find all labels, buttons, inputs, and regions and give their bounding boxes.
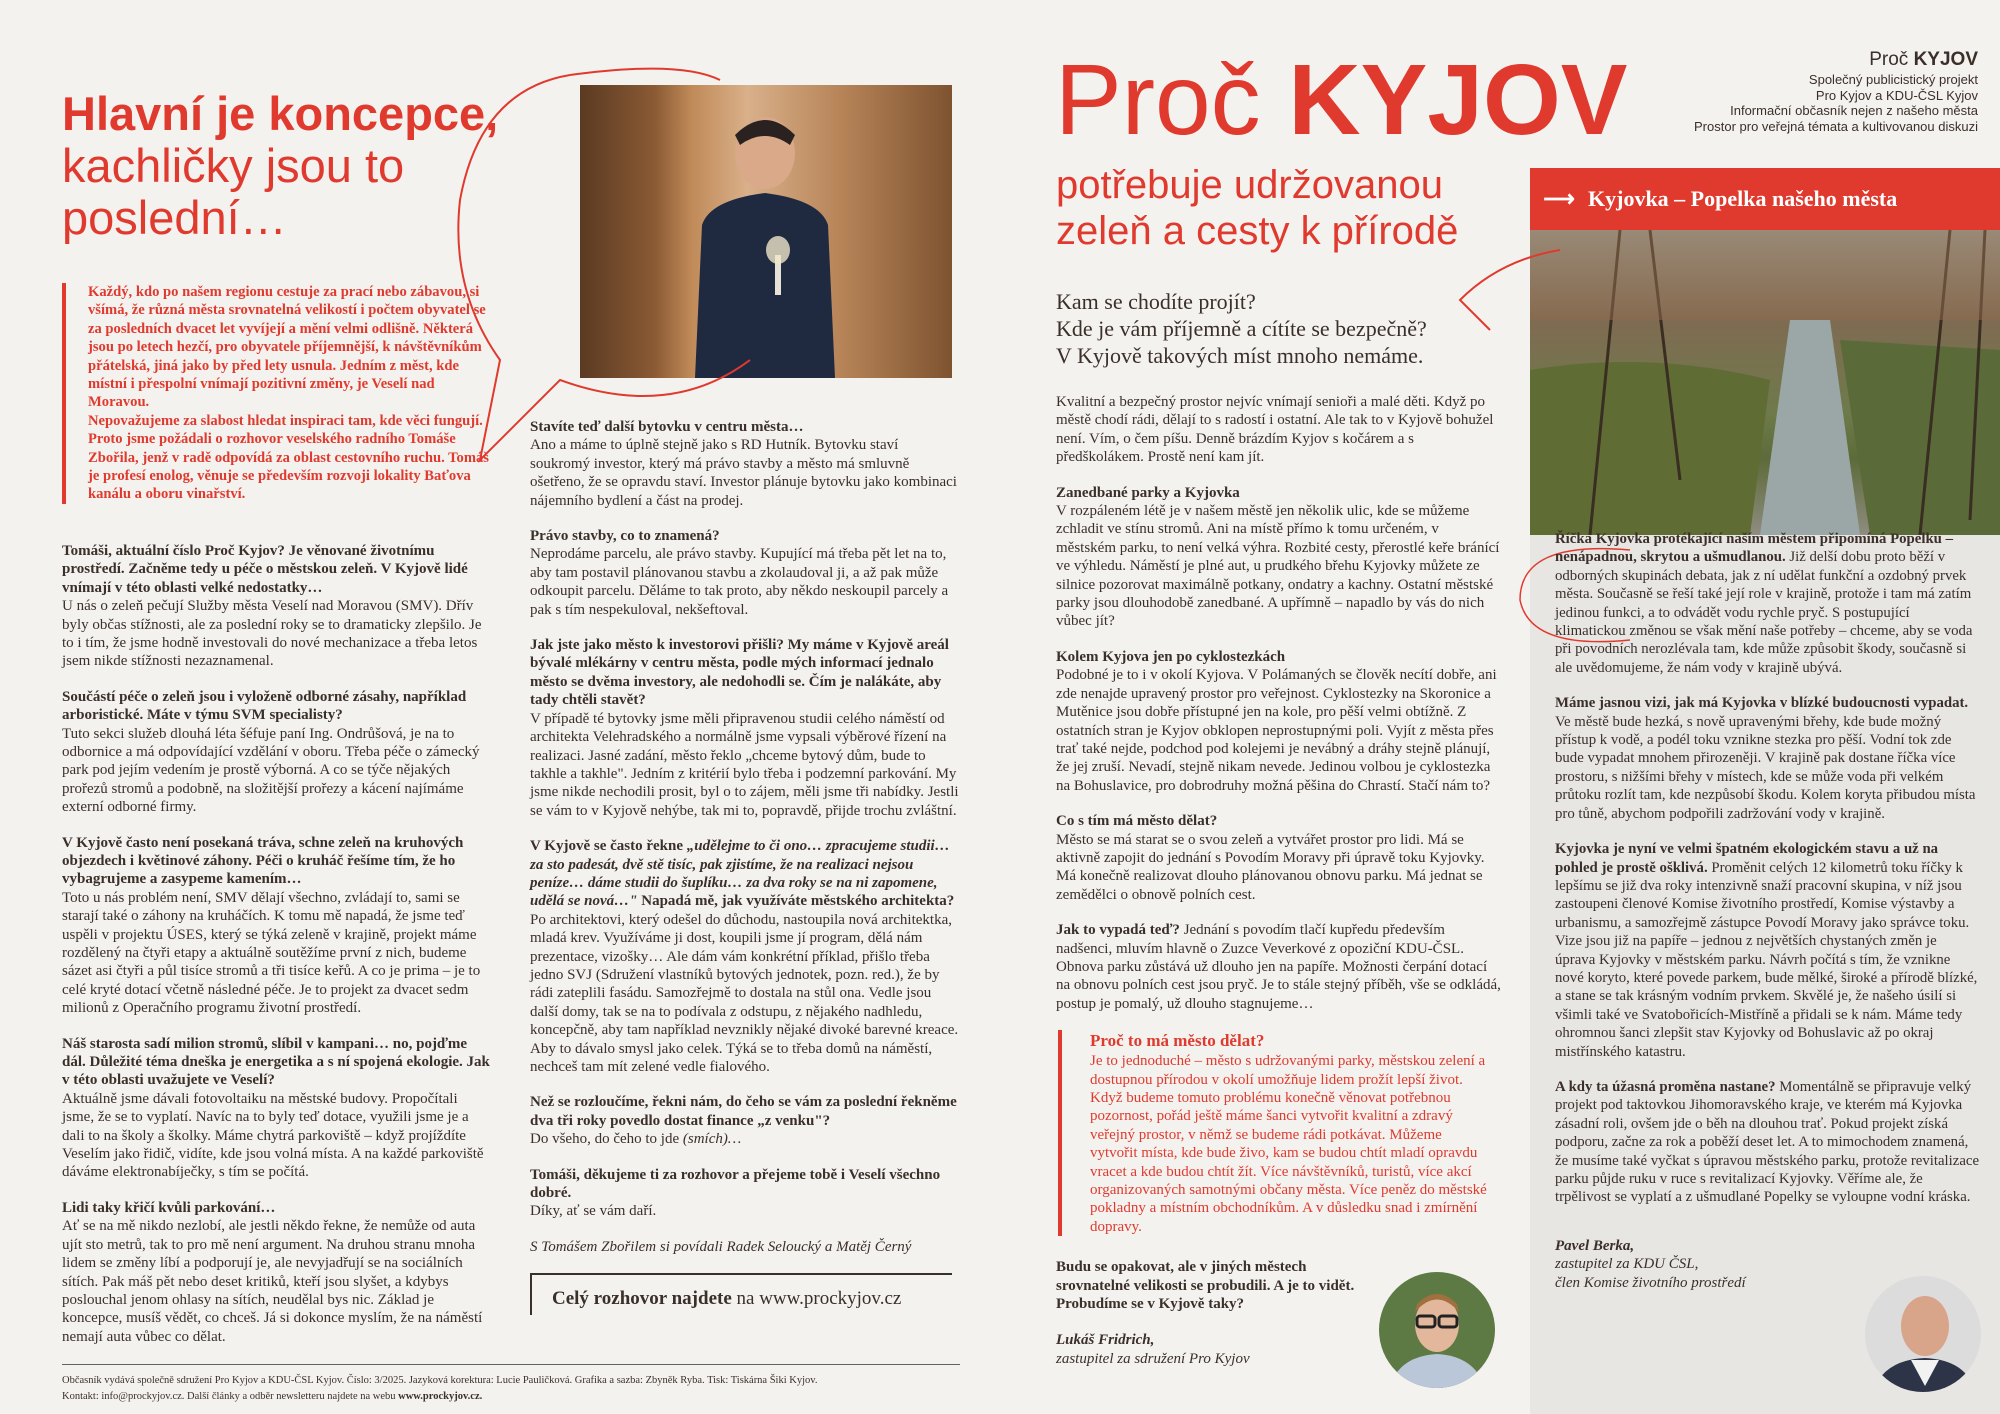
quote-text: Je to jednoduché – město s udržovanými parky, městskou zelení a dostupnou přírodou v okolí umožňuje lidem prožít lepší život. Když budeme tomuto problému konečně věnovat potřebnou pozornost, pořád ještě máme šanci vytvořit kvalitní a zdravý veřejný prostor, v němž se budeme rádi potkávat. Můžeme vytvořit místa, kde bude živo, kam se budou chtít mladí opravdu vracet a kde budou chtít žít. Více návštěvníků, turistů, více akcí organizovaných samotnými občany města. Více peněz do městské pokladny a místním obchodníkům. A v důsledku snad i zmírnění dopravy. — [1090, 1053, 1487, 1235]
brand-line: Informační občasník nejen z našeho města — [1730, 103, 1978, 118]
qa-item — [530, 527, 960, 619]
article-lead — [1056, 288, 1501, 369]
question: Stavíte teď další bytovku v centru města… — [530, 419, 804, 435]
answer: Neprodáme parcelu, ale právo stavby. Kupující má třeba pět let na to, aby tam postavil plánovanou stavbu a zkolaudoval ji, a až pak může odkoupit parcelu. Děláme to tak proto, aby někdo neskoupil parcely a pak s tím nespekuloval, nekšeftoval. — [530, 546, 949, 618]
paragraph-lead: A kdy ta úžasná proměna nastane? — [1555, 1078, 1776, 1095]
author-name: Pavel Berka, — [1555, 1237, 1635, 1254]
masthead-title — [1055, 40, 1627, 160]
paragraph: Kvalitní a bezpečný prostor nejvíc vnímají senioři a malé děti. Když po městě chodí rádi, dělají to s radostí i ostatní. Ale tak to v Kyjově bohužel není. Vím, o čem píšu. Denně brázdím Kyjov s kočárem a s předškolákem. Prostě není kam jít. — [1056, 394, 1494, 466]
section — [1056, 648, 1501, 795]
headline-rest: kachličky jsou to poslední… — [62, 139, 405, 244]
qa-item — [530, 418, 960, 510]
lead-line: Kde je vám příjemně a cítíte se bezpečně? — [1056, 316, 1427, 341]
brand-block — [1694, 48, 1978, 134]
paragraph-lead: Máme jasnou vizi, jak má Kyjovka v blízké budoucnosti vypadat. — [1555, 695, 1969, 712]
brand-line: Pro Kyjov a KDU-ČSL Kyjov — [1815, 87, 1978, 103]
river-article-body — [1555, 530, 1980, 1207]
highlight-quote-box — [1058, 1030, 1490, 1236]
banner-title: Kyjovka – Popelka našeho města — [1588, 186, 1898, 211]
headline-bold: Hlavní je koncepce, — [62, 87, 499, 140]
answer: Díky, ať se vám daří. — [530, 1203, 657, 1220]
paragraph — [1056, 921, 1501, 1013]
green-article-body — [1056, 393, 1501, 1013]
author-signature — [1555, 1237, 1845, 1292]
closing-statement: Budu se opakovat, ale v jiných městech srovnatelné velikosti se probudili. A je to vidět. Probudíme se v Kyjově taky? — [1056, 1259, 1355, 1313]
full-interview-link[interactable] — [530, 1273, 952, 1315]
paragraph-text: Ve městě bude hezká, s nově upravenými břehy, kde bude možný přístup k vodě, a podél toku vznikne stezka pro pěší. Vodní tok zde bude vypadat mnohem přirozeněji. V krajině pak dostane říčka více prostoru, s nižšími břehy v místech, kde se může voda při velkém průtoku rozlít tam, kde nezpůsobí škodu. Kolem koryta přibudou místa pro tůně, abychom podpořili zadržování vody v krajině. — [1555, 713, 1976, 822]
paragraph — [1555, 694, 1980, 823]
author-role: zastupitel za sdružení Pro Kyjov — [1056, 1350, 1250, 1367]
qa-item — [530, 837, 960, 1076]
paragraph-lead: Říčka Kyjovka protékající naším městem připomíná Popelku – nenápadnou, skrytou a ušmudlanou. — [1555, 531, 1954, 566]
river-article — [1555, 530, 1980, 1292]
interview-column-2-wrapper — [530, 283, 960, 1315]
question: V Kyjově se často řekne — [530, 838, 687, 855]
qa-item — [62, 688, 492, 817]
question: Jak jste jako město k investorovi přišli? My máme v Kyjově areál bývalé mlékárny v centru města, podle mých informací jednalo město se dvěma investory, ale nedohodli se. Čím je nalákáte, aby tady chtěli stavět? — [530, 637, 949, 709]
quote-heading: Proč to má město dělat? — [1090, 1031, 1265, 1051]
question: Právo stavby, co to znamená? — [530, 528, 720, 545]
qa-item — [530, 636, 960, 820]
masthead-subtitle: potřebuje udržovanou zeleň a cesty k přírodě — [1056, 163, 1459, 253]
answer-note: (smích)… — [682, 1131, 742, 1148]
section — [1056, 484, 1501, 631]
qa-item — [62, 542, 492, 671]
arrow-right-icon: ⟶ — [1543, 186, 1575, 211]
paragraph-text: Momentálně se připravuje velký projekt pod taktovkou Jihomoravského kraje, ve kterém má Kyjovka zásadní roli, ovšem jde o běh na dlouhou trať. Pokud projekt získá podporu, začne za rok a poběží deset let. A to mimochodem znamená, že musíme také vyčkat s úpravou městského parku, protože revitalizace parku půjde ruku v ruce s revitalizací Kyjovky. Věříme ale, že trpělivost se vyplatí a z ušmudlané Popelky se vyloupne vodní kráska. — [1555, 1078, 1980, 1206]
inline-lead: Jak to vypadá teď? — [1056, 922, 1180, 939]
answer: Po architektovi, který odešel do důchodu, nastoupila nová architektka, mladá krev. Využíváme ji dost, koupili jsme jí program, dělá nám prezentace, vizošky… Ale dám vám konkrétní příklad, přišlo třeba jedno SVJ (Sdružení vlastníků bytových jednotek, pozn. red.), že by rádi zateplili fasádu. Samozřejmě to dostala na stůl ona. Vedle jsou další domy, tak se na to podívala z odstupu, z nějakého nadhledu, koncepčně, aby tam například nevznikly nějaké divoké barevné kreace. Aby to dávalo smysl jako celek. Týká se to třeba domů na náměstí, nechceš tam mít zelené vedle fialového. — [530, 911, 959, 1075]
imprint-line: Občasník vydává společně sdružení Pro Kyjov a KDU-ČSL Kyjov. Číslo: 3/2025. Jazyková korektura: Lucie Pauličková. Grafika a sazba: Zbyněk Ryba. Tisk: Tiskárna Šiki Kyjov. — [62, 1375, 818, 1387]
section-heading: Zanedbané parky a Kyjovka — [1056, 484, 1240, 501]
interview-column-1 — [62, 542, 492, 1346]
masthead-bold: KYJOV — [1288, 44, 1628, 156]
brand-line: Prostor pro veřejná témata a kultivovanou diskuzi — [1694, 118, 1978, 134]
masthead-light: Proč — [1055, 44, 1261, 156]
author-name: Lukáš Fridrich, — [1056, 1332, 1155, 1349]
qa-item — [62, 834, 492, 1018]
avatar — [1379, 1272, 1495, 1388]
answer: Do všeho, do čeho to jde — [530, 1131, 683, 1148]
paragraph-text: Již delší dobu proto běží v odborných skupinách debata, jak z ní udělat funkční a ozdobný prvek města. Současně se řeší také její role v krajině, protože i tam má zatím jedinou funkci, a to odvádět vodu rychle pryč. S postupující klimatickou změnou se však mění naše potřeby – chceme, aby se voda při povodních nerozlévala tam, kde může způsobit škody, současně si ale uvědomujeme, že nám vody v krajině ubývá. — [1555, 549, 1973, 676]
intro-paragraph: Každý, kdo po našem regionu cestuje za prací nebo zábavou, si všímá, že různá města srovnatelná velikostí i počtem obyvatel se za posledních dvacet let vyvíjejí a mění velmi odlišně. Některá jsou po letech hezčí, pro obyvatele příjemnější, k návštěvníkům přátelská, jiná jako by před lety usnula. Jedním z měst, kde místní i přespolní vnímají pozitivní změny, je Veselí nad Moravou. — [88, 284, 486, 411]
section-text: V rozpáleném létě je v našem městě jen několik ulic, kde se můžeme zchladit ve stínu stromů. Ani na místě přímo k tomu určeném, v městském parku, to není velká výhra. Rozbité cesty, přerostlé keře bránící ve výhledu. Náměstí je plné aut, u prudkého břehu Kyjovky můžete ze silnice pozorovat maximálně potkany, ondatry a kachny. Ostatní městské parky jsou dlouhodobě zanedbané. A upřímně – napadlo by vás do nich vůbec jít? — [1056, 503, 1500, 630]
author-portrait-image — [1379, 1272, 1495, 1388]
question: Než se rozloučíme, řekni nám, do čeho se vám za poslední řekněme dva tři roky povedlo dostat finance „z venku"? — [530, 1094, 957, 1129]
answer: Ať se na mě nikdo nezlobí, ale jestli někdo řekne, že nemůže od auta ujít sto metrů, tak to pro mě není argument. Na druhou stranu mnoha lidem se změny líbí a podporují je, ale nevyjadřují se na sociálních sítích. Pak máš pět nebo deset kritiků, kteří jsou slyšet, a kdybys poslouchal jenom ohlasy na sítích, neudělal bys nic. Základ je koncepce, musíš vědět, co chceš. Já si dokonce myslím, že na náměstí nemají auta vůbec co dělat. — [62, 1218, 483, 1345]
qa-item — [530, 1166, 960, 1221]
qa-item — [62, 1035, 492, 1182]
section — [1056, 812, 1501, 904]
link-url[interactable]: na www.prockyjov.cz — [736, 1288, 902, 1310]
interview-intro — [62, 283, 492, 504]
question: Napadá mě, jak využíváte městského architekta? — [637, 893, 955, 910]
avatar — [1865, 1276, 1981, 1392]
paragraph-lead: Kyjovka je nyní ve velmi špatném ekologickém stavu a už na pohled je prostě ošklivá. — [1555, 841, 1939, 876]
question-quote: „udělejme to či ono… zpracujeme studii… za sto padesát, dvě stě tisíc, pak zjistíme, že na realizaci nejsou peníze… dáme studii do šuplíku… za dva roky se na ni zapomene, udělá se nová…" — [530, 838, 950, 910]
qa-item — [530, 1093, 960, 1148]
section-heading: Co s tím má město dělat? — [1056, 813, 1218, 830]
answer: Toto u nás problém není, SMV dělají všechno, zvládají to, sami se starají také o záhony na kruháčích. K tomu mě napadá, že jsme teď uspěli v projektu ÚSES, který se týká zeleně v krajině, projekt máme rozdělený na čtyři etapy a aktuálně soutěžíme první z nich, budeme sázet asi čtyři a půl tisíce stromů a tři tisíce keřů. A co je prima – je to celé kryté dotací včetně následné péče. Je to projekt za dvacet sedm milionů z Operačního programu životní prostředí. — [62, 889, 481, 1017]
paragraph — [1555, 840, 1980, 1061]
contact-line — [62, 1389, 960, 1405]
interview-column-1-wrapper — [62, 283, 492, 1346]
link-label: Celý rozhovor najdete — [552, 1288, 732, 1310]
website-link[interactable]: www.prockyjov.cz. — [398, 1391, 483, 1403]
question: Tomáši, děkujeme ti za rozhovor a přejeme tobě i Veselí všechno dobré. — [530, 1166, 941, 1202]
brand-light: Proč — [1869, 49, 1909, 70]
river-article-banner — [1530, 168, 2000, 230]
green-article — [1056, 288, 1501, 1368]
question: Součástí péče o zeleň jsou i vyloženě odborné zásahy, například arboristické. Máte v týmu SVM specialisty? — [62, 688, 467, 724]
brand-line: Společný publicistický projekt — [1808, 72, 1978, 87]
contact-text: Kontakt: info@prockyjov.cz. Další články a odběr newsletteru najdete na webu — [62, 1391, 399, 1403]
interview-credit: S Tomášem Zbořilem si povídali Radek Seloucký a Matěj Černý — [530, 1238, 912, 1255]
qa-item — [62, 1199, 492, 1346]
author-role: zastupitel za KDU ČSL, — [1555, 1256, 1699, 1273]
author-portrait-image — [1865, 1276, 1981, 1392]
section-text: Město se má starat se o svou zeleň a vytvářet prostor pro lidi. Má se aktivně zapojit do jednání s Povodím Moravy při úpravě toku Kyjovky. Má konečně realizovat dlouho plánovanou obnovu parku. Má jednat se zemědělci o obnově polních cest. — [1056, 831, 1485, 903]
interview-column-2 — [530, 418, 960, 1256]
paragraph-text: Jednání s povodím tlačí kupředu především nadšenci, mluvím hlavně o Zuzce Veverkové z opoziční KDU-ČSL. Obnova parku zůstává už dlouho jen na papíře. Možnosti čerpání dotací na obnovu polních cest jsou pryč. Je to stále stejný příběh, vše se odkládá, postup je pomalý, už dlouho stagnujeme… — [1056, 922, 1501, 1012]
question: Náš starosta sadí milion stromů, slíbil v kampani… no, pojďme dál. Důležité téma dneška je energetika a s ní spojená ekologie. Jak v této oblasti uvažujete ve Veselí? — [62, 1035, 490, 1089]
answer: U nás o zeleň pečují Služby města Veselí nad Moravou (SMV). Dřív byly občas stížnosti, ale za poslední roky se to dramaticky zlepšilo. Je to i tím, že jsme hodně investovali do nové mechanizace a třeba letos jsem nikde stížnosti nezaznamenal. — [62, 598, 482, 670]
interview-page — [62, 283, 960, 1405]
question: V Kyjově často není posekaná tráva, schne zeleň na kruhových objezdech i květinové záhony. Péči o kruháč řešíme tím, že ho vybagrujeme a zasypeme kamením… — [62, 834, 464, 888]
intro-paragraph: Nepovažujeme za slabost hledat inspiraci tam, kde věci fungují. Proto jsme požádali o rozhovor veselského radního Tomáše Zbořila, jenž v radě odpovídá za oblast cestovního ruchu. Tomáš je profesí enolog, věnuje se především rozvoji lokality Baťova kanálu a oboru vinařství. — [88, 412, 489, 503]
answer: Tuto sekci služeb dlouhá léta šéfuje paní Ing. Ondrůšová, je na to odbornice a má odpovídající vzdělání v oboru. Třeba péče o zámecký park pod jejím vedením je prostě výborná. A co se týče nějakých prořezů stromů a podobně, na složitější prořezy a kácení najímáme externí odborné firmy. — [62, 725, 480, 816]
answer: V případě té bytovky jsme měli připravenou studii celého náměstí od architekta Velehradského a normálně jsme vypsali výběrové řízení na realizaci. Jasné zadání, město řeklo „chceme bytový dům, bude to takhle a takhle". Jedním z kritérií bylo třeba i podzemní parkování. My jsme nikde nechodili prosit, byl o to zájem, měli jsme tři nabídky. Jestli se vám to v Kyjově nehýbe, tak mi to, popravdě, přijde trochu zvláštní. — [530, 710, 959, 819]
author-role: člen Komise životního prostředí — [1555, 1274, 1746, 1291]
section-text: Podobné je to i v okolí Kyjova. V Polámaných se člověk necítí dobře, ani zde nenajde upravený prostor pro veřejnost. Cyklostezky na Skoronice a Mutěnice jsou dobře přístupné jen na kole, pro pěší velmi obtížně. Z ostatních stran je Kyjov obklopen neprostupnými poli. Vyjít z města přes trať také nejde, podchod pod kolejemi je nevábný a dráhy stejně plánují, že jej zruší. Nevadí, stejně nikam nevede. Jedinou volbou je cyklostezka na Bohuslavice, pro dobrodruhy možná pěšina do Chrastí. Stačí nám to? — [1056, 667, 1497, 794]
lead-line: Kam se chodíte projít? — [1056, 289, 1256, 314]
answer: Aktuálně jsme dávali fotovoltaiku na městské budovy. Propočítali jsme, že se to vyplatí. Navíc na to byly teď dotace, využili jsme je a dali to na školy a školky. Máme chytrá parkoviště – když projíždíte Veselím jako řidič, vidíte, kde jsou volná místa. A na každé parkoviště dáváme elektronabíječky, s tím se počítá. — [62, 1090, 484, 1181]
question: Tomáši, aktuální číslo Proč Kyjov? Je věnované životnímu prostředí. Začněme tedy u péče o městskou zeleň. V Kyjově lidé vnímají v této oblasti velké nedostatky… — [62, 542, 468, 596]
lead-line: V Kyjově takových míst mnoho nemáme. — [1056, 343, 1424, 368]
brand-bold: KYJOV — [1913, 49, 1978, 70]
section-heading: Kolem Kyjova jen po cyklostezkách — [1056, 648, 1286, 665]
answer: Ano a máme to úplně stejně jako s RD Hutník. Bytovku staví soukromý investor, který má právo stavby a město má smluvně ošetřeno, že se opravdu staví. Investor plánuje bytovku jako kombinaci nájemního bydlení a část na prodej. — [530, 437, 957, 509]
paragraph — [1555, 1078, 1980, 1207]
paragraph-text: Proměnit celých 12 kilometrů toku říčky k lepšímu se již dva roky intenzivně snaží pracovní skupina, v níž jsou zastoupeni členové Komise životního prostředí, Komise výstavby a urbanismu, a samozřejmě zástupce Povodí Moravy jako správce toku. Vize jsou již na papíře – jednou z největších chystaných změn je úprava Kyjovky v městském parku. Návrh počítá s tím, že vznikne nové koryto, které povede parkem, bude mělké, široké a přírodě blízké, a stane se tak krásným vodním prvkem. Skvělé je, že našeho úsilí si všimli také ve Svatobořicích-Mistříně a přidali se k nám. Máme tedy ohromnou šanci zlepšit stav Kyjovky od Bohuslavic až po okraj mistřínského katastru. — [1555, 859, 1978, 1060]
imprint-footer — [62, 1364, 960, 1405]
question: Lidi taky křičí kvůli parkování… — [62, 1199, 276, 1216]
paragraph — [1555, 530, 1980, 677]
